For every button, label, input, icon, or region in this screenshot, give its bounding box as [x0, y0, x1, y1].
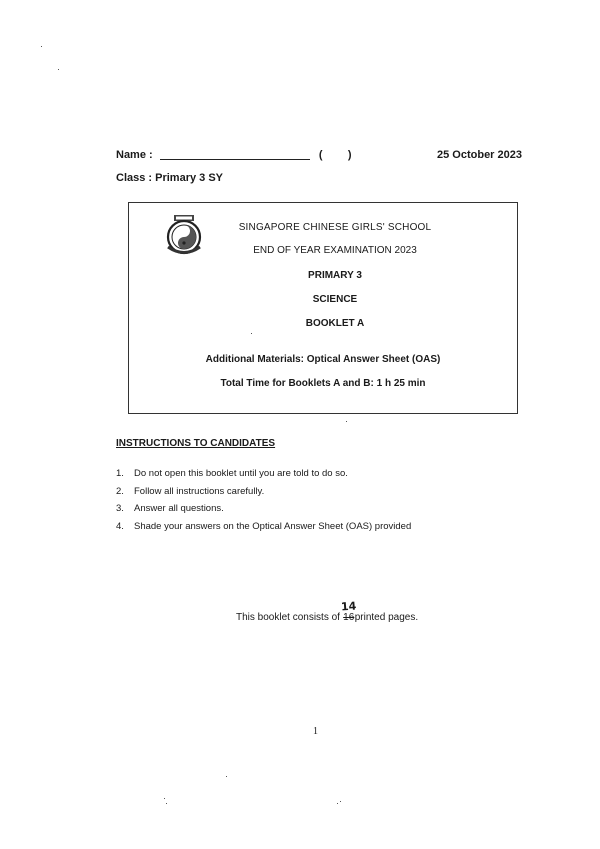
instruction-text: Shade your answers on the Optical Answer Sheet (OAS) provided — [134, 520, 412, 532]
name-field-row — [116, 149, 352, 161]
page-count — [340, 599, 357, 623]
instruction-text: Answer all questions. — [134, 503, 224, 514]
level-label: PRIMARY 3 — [308, 270, 362, 281]
index-paren-open: ( — [318, 149, 323, 161]
pages-suffix: printed pages. — [354, 612, 419, 623]
scan-speck — [337, 803, 338, 804]
scan-speck — [166, 803, 167, 804]
instruction-number: 1. — [116, 468, 124, 479]
instruction-text: Follow all instructions carefully. — [134, 485, 265, 497]
instruction-item — [116, 521, 411, 539]
school-name: SINGAPORE CHINESE GIRLS' SCHOOL — [238, 222, 432, 233]
scan-speck — [164, 798, 165, 799]
instruction-text: Do not open this booklet until you are told to do so. — [134, 468, 348, 479]
subject-label: SCIENCE — [312, 294, 358, 305]
scan-speck — [226, 776, 227, 777]
instruction-number: 4. — [116, 520, 124, 532]
instructions-title: INSTRUCTIONS TO CANDIDATES — [116, 438, 276, 449]
index-paren-close: ) — [347, 149, 352, 161]
exam-name: END OF YEAR EXAMINATION 2023 — [253, 245, 417, 256]
scan-speck — [58, 69, 59, 70]
total-time: Total Time for Booklets A and B: 1 h 25 min — [220, 378, 426, 389]
instruction-item — [116, 468, 411, 486]
additional-materials: Additional Materials: Optical Answer Sheet (OAS) — [205, 354, 441, 365]
exam-date: 25 October 2023 — [437, 149, 522, 161]
name-label: Name : — [116, 149, 153, 161]
scan-speck — [346, 421, 347, 422]
class-label: Class : Primary 3 SY — [116, 172, 224, 184]
instruction-number: 2. — [116, 485, 124, 497]
instruction-item — [116, 486, 411, 504]
scan-speck — [41, 46, 42, 47]
name-write-line — [160, 159, 310, 160]
pages-prefix: This booklet consists of — [236, 612, 340, 623]
page-number: 1 — [313, 726, 318, 737]
booklet-label: BOOKLET A — [305, 318, 365, 329]
page-count-statement — [236, 599, 419, 623]
instructions-list — [116, 468, 411, 538]
handwritten-page-count: 14 — [340, 599, 357, 614]
instruction-item — [116, 503, 411, 521]
scan-speck — [340, 801, 341, 802]
original-page-count: 16 — [343, 612, 355, 623]
instruction-number: 3. — [116, 503, 124, 514]
